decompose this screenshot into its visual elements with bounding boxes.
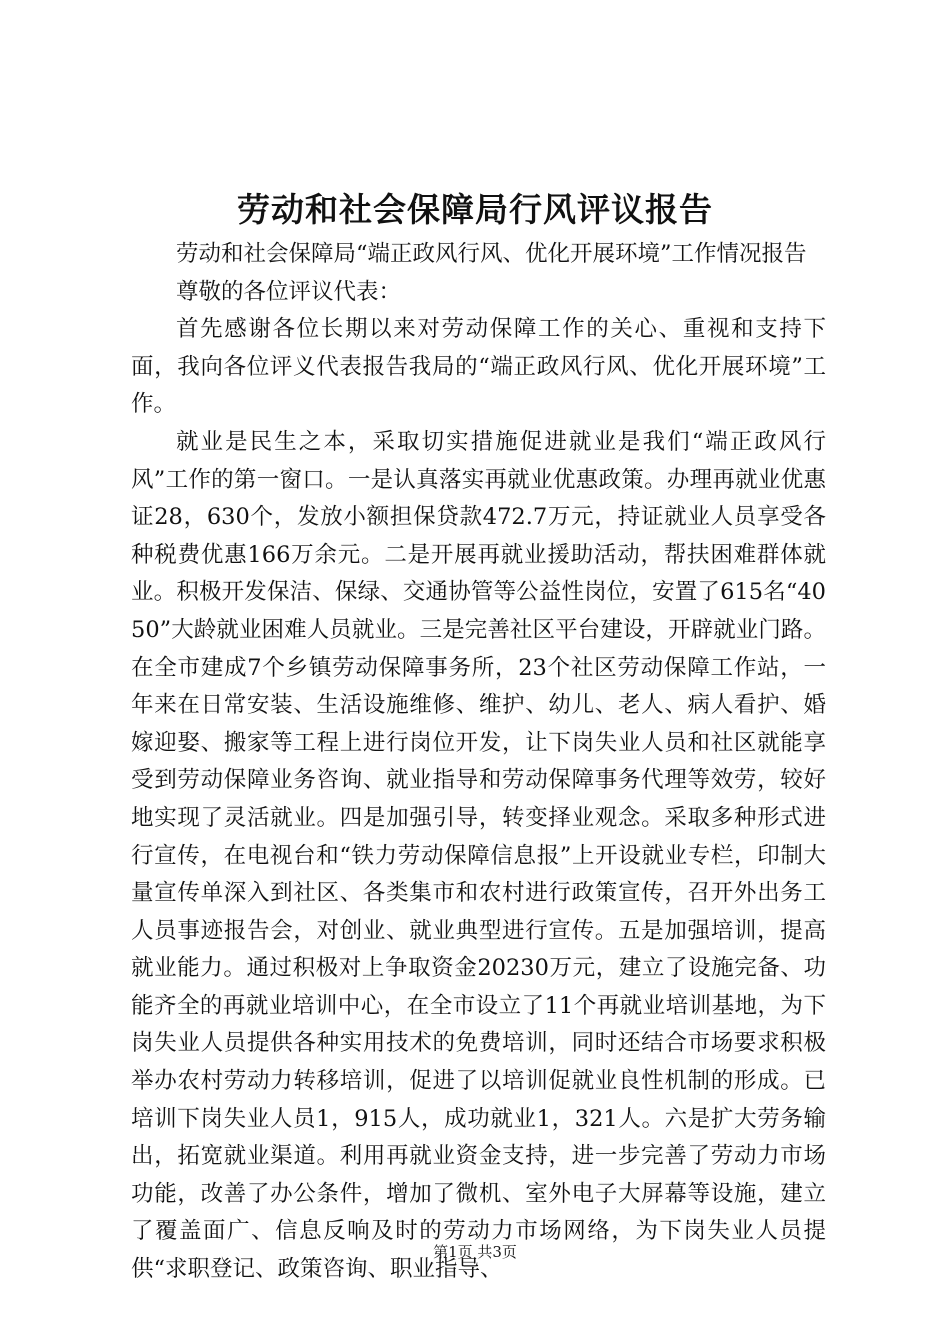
paragraph-subtitle: 劳动和社会保障局“端正政风行风、优化开展环境”工作情况报告: [176, 241, 807, 267]
document-title: 劳动和社会保障局行风评议报告: [237, 190, 713, 229]
document-body: [131, 236, 826, 1289]
paragraph-intro: 首先感谢各位长期以来对劳动保障工作的关心、重视和支持下面，我向各位评义代表报告我局的“端正政风行风、优化开展环境”工作。: [131, 316, 826, 418]
paragraph-salutation: 尊敬的各位评议代表：: [176, 278, 402, 305]
page-footer: 第1页 共3页: [433, 1243, 517, 1261]
paragraph-employment: 就业是民生之本，采取切实措施促进就业是我们“端正政风行风”工作的第一窗口。一是认真落实再就业优惠政策。办理再就业优惠证28，630个，发放小额担保贷款472.7万元，持证就业人员享受各种税费优惠166万余元。二是开展再就业援助活动，帮扶困难群体就业。积极开发保洁、保绿、交通协管等公益性岗位，安置了615名“4050”大龄就业困难人员就业。三是完善社区平台建设，开辟就业门路。在全市建成7个乡镇劳动保障事务所，23个社区劳动保障工作站，一年来在日常安装、生活设施维修、维护、幼儿、老人、病人看护、婚嫁迎娶、搬家等工程上进行岗位开发，让下岗失业人员和社区就能享受到劳动保障业务咨询、就业指导和劳动保障事务代理等效劳，较好地实现了灵活就业。四是加强引导，转变择业观念。采取多种形式进行宣传，在电视台和“铁力劳动保障信息报”上开设就业专栏，印制大量宣传单深入到社区、各类集市和农村进行政策宣传，召开外出务工人员事迹报告会，对创业、就业典型进行宣传。五是加强培训，提高就业能力。通过积极对上争取资金20230万元，建立了设施完备、功能齐全的再就业培训中心，在全市设立了11个再就业培训基地，为下岗失业人员提供各种实用技术的免费培训，同时还结合市场要求积极举办农村劳动力转移培训，促进了以培训促就业良性机制的形成。已培训下岗失业人员1，915人，成功就业1，321人。六是扩大劳务输出，拓宽就业渠道。利用再就业资金支持，进一步完善了劳动力市场功能，改善了办公条件，增加了微机、室外电子大屏幕等设施，建立了覆盖面广、信息反响及时的劳动力市场网络，为下岗失业人员提供“求职登记、政策咨询、职业指导、: [131, 428, 826, 1283]
